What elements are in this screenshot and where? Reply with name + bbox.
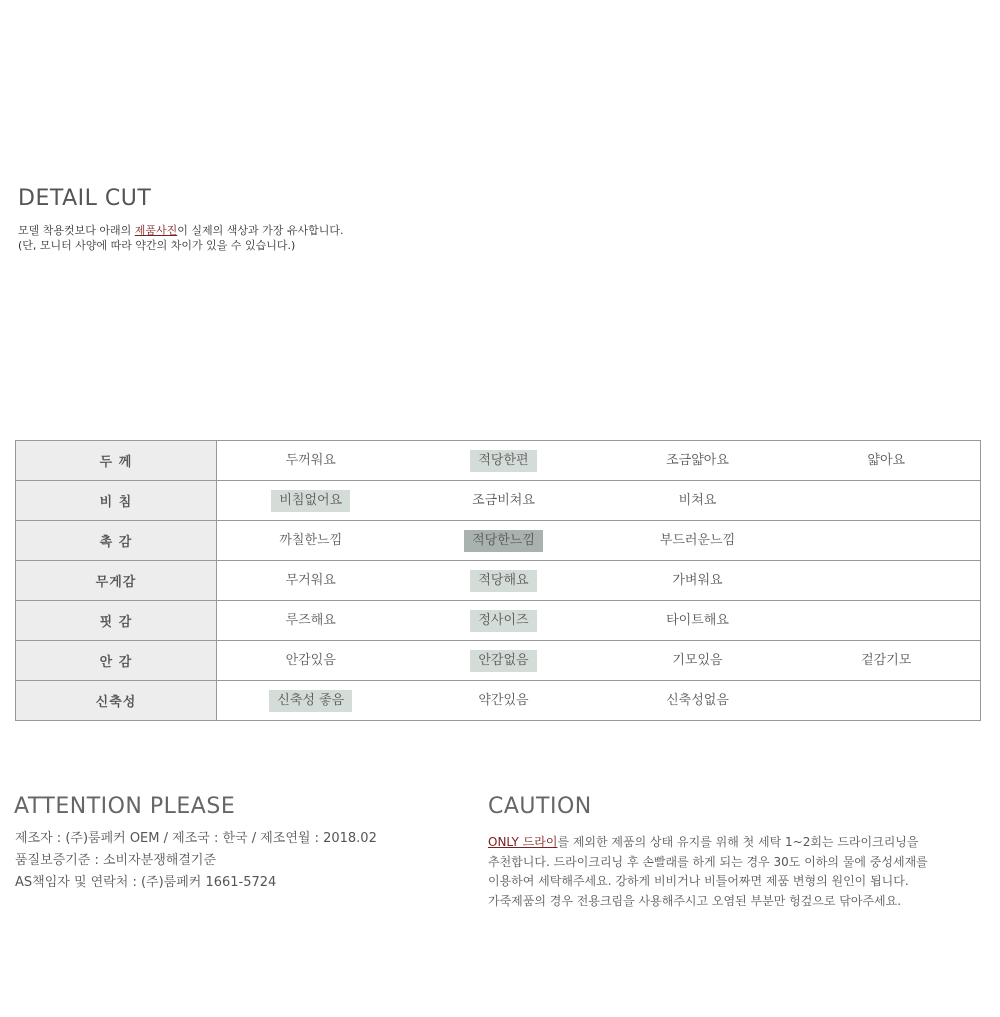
caution-text: 를 제외한 제품의 상태 유지를 위해 첫 세탁 1~2회는 드라이크리닝을 [557,835,919,849]
attention-info [15,828,377,894]
spec-row [16,521,981,561]
spec-option-cell [405,561,603,601]
spec-option-cell [405,481,603,521]
spec-option: 얇아요 [867,452,906,468]
spec-option-selected: 비침없어요 [271,490,350,512]
product-photo-highlight: 제품사진 [134,224,178,237]
spec-option-cell [793,601,981,641]
spec-option: 까칠한느낌 [279,532,343,548]
spec-option: 비쳐요 [678,492,717,508]
detail-cut-title: DETAIL CUT [18,186,152,211]
spec-option: 조금얇아요 [666,452,729,468]
attention-title: ATTENTION PLEASE [14,794,236,819]
spec-option-cell [793,521,981,561]
detail-text: 이 실제의 색상과 가장 유사합니다. [177,224,344,237]
attention-line: 제조자 : (주)룸페커 OEM / 제조국 : 한국 / 제조연월 : 2018.02 [15,831,377,846]
detail-description-line2: (단, 모니터 사양에 따라 약간의 차이가 있을 수 있습니다.) [18,239,296,252]
spec-option-cell [405,681,603,721]
caution-line: 추천합니다. 드라이크리닝 후 손빨래를 하게 되는 경우 30도 이하의 물에 중성세재를 [488,854,928,869]
spec-option-cell [217,561,405,601]
spec-option: 조금비쳐요 [472,492,535,508]
spec-option [878,620,894,624]
only-dry-highlight: ONLY 드라이 [488,835,558,849]
attention-line: 품질보증기준 : 소비자분쟁해결기준 [15,853,217,868]
spec-row-label: 촉 감 [16,521,217,561]
spec-row-label: 두 께 [16,441,217,481]
spec-option [878,500,894,504]
spec-option-cell [217,641,405,681]
spec-option-cell [603,601,793,641]
spec-row-label: 비 침 [16,481,217,521]
spec-row-label: 안 감 [16,641,217,681]
spec-row [16,681,981,721]
fabric-spec-table [15,440,981,721]
spec-option [878,540,894,544]
spec-option-selected: 안감없음 [470,650,536,672]
attention-line: AS책임자 및 연락처 : (주)룸페커 1661-5724 [15,875,277,890]
spec-row-label: 신축성 [16,681,217,721]
spec-option: 가벼워요 [672,572,723,588]
caution-line: 이용하여 세탁해주세요. 강하게 비비거나 비틀어짜면 제품 변형의 원인이 됩니다. [488,874,909,888]
detail-description [18,223,344,253]
spec-option-cell [603,681,793,721]
spec-option-cell [603,641,793,681]
spec-option: 안감있음 [285,652,336,668]
spec-option-cell [217,481,405,521]
spec-option-cell [405,521,603,561]
spec-option: 신축성없음 [666,692,729,708]
spec-option-cell [217,521,405,561]
spec-option-cell [603,441,793,481]
caution-line [488,833,968,853]
spec-option-cell [217,601,405,641]
caution-title: CAUTION [488,794,592,819]
spec-option-cell [793,561,981,601]
spec-option: 약간있음 [478,692,529,708]
caution-info [488,833,968,911]
spec-option: 부드러운느낌 [659,532,736,548]
spec-option-cell [793,681,981,721]
spec-option-cell [405,441,603,481]
spec-option-cell [603,561,793,601]
spec-option-selected: 정사이즈 [470,610,536,632]
spec-option-selected: 적당한느낌 [464,530,543,552]
spec-option: 타이트해요 [666,612,729,628]
spec-option [878,580,894,584]
spec-option-cell [793,481,981,521]
spec-option-cell [217,441,405,481]
spec-option: 두꺼워요 [285,452,336,468]
spec-row [16,561,981,601]
spec-option-cell [217,681,405,721]
spec-option-cell [793,441,981,481]
spec-option: 무거워요 [285,572,336,588]
spec-row [16,601,981,641]
spec-row-label: 핏 감 [16,601,217,641]
spec-row-label: 무게감 [16,561,217,601]
spec-option-selected: 신축성 좋음 [269,690,352,712]
spec-option: 루즈해요 [285,612,336,628]
spec-row [16,481,981,521]
spec-option-cell [603,521,793,561]
detail-description-line1 [18,223,344,238]
spec-option: 겉감기모 [861,652,912,668]
caution-line: 가죽제품의 경우 전용크림을 사용해주시고 오염된 부분만 헝겊으로 닦아주세요. [488,893,902,908]
spec-row [16,441,981,481]
spec-option-cell [793,641,981,681]
spec-option-selected: 적당한편 [470,450,536,472]
spec-row [16,641,981,681]
spec-option: 기모있음 [672,652,723,668]
spec-option-cell [405,641,603,681]
detail-text: 모델 착용컷보다 아래의 [18,224,135,237]
spec-option-selected: 적당해요 [470,570,536,592]
spec-option-cell [603,481,793,521]
spec-option [878,700,894,704]
spec-option-cell [405,601,603,641]
